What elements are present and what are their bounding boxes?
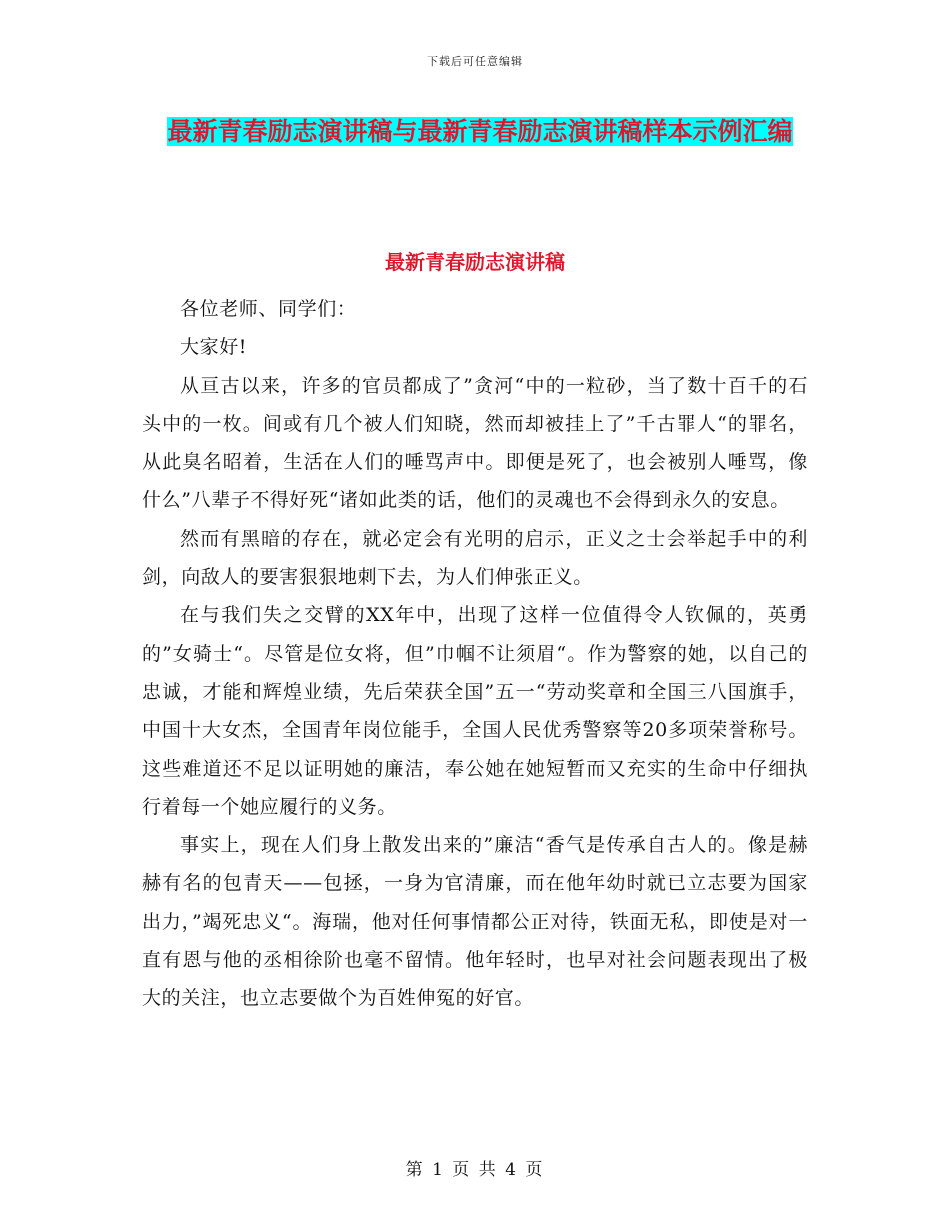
document-title — [140, 110, 820, 154]
paragraph: 在与我们失之交臂的XX年中，出现了这样一位值得令人钦佩的，英勇的”女骑士“。尽管是位女将，但”巾帼不让须眉“。作为警察的她，以自己的忠诚，才能和辉煌业绩，先后荣获全国”五一“劳动奖章和全国三八国旗手，中国十大女杰，全国青年岗位能手，全国人民优秀警察等20多项荣誉称号。这些难道还不足以证明她的廉洁，奉公她在她短暂而又充实的生命中仔细执行着每一个她应履行的义务。 — [142, 604, 808, 818]
section-title: 最新青春励志演讲稿 — [385, 250, 565, 274]
paragraph: 大家好! — [180, 336, 248, 359]
paragraph: 然而有黑暗的存在，就必定会有光明的启示，正义之士会举起手中的利剑，向敌人的要害狠狠地刺下去，为人们伸张正义。 — [142, 527, 808, 589]
paragraph: 事实上，现在人们身上散发出来的”廉洁“香气是传承自古人的。像是赫赫有名的包青天——包拯，一身为官清廉，而在他年幼时就已立志要为国家出力，”竭死忠义“。海瑞，他对任何事情都公正对待，铁面无私，即使是对一直有恩与他的丞相徐阶也毫不留情。他年轻时，也早对社会问题表现出了极大的关注，也立志要做个为百姓伸冤的好官。 — [142, 834, 808, 1010]
header-note: 下载后可任意编辑 — [427, 55, 523, 68]
document-body — [142, 290, 808, 1018]
paragraph: 从亘古以来，许多的官员都成了”贪河“中的一粒砂，当了数十百千的石头中的一枚。间或有几个被人们知晓，然而却被挂上了”千古罪人“的罪名，从此臭名昭着，生活在人们的唾骂声中。即便是死了，也会被别人唾骂，像什么”八辈子不得好死“诸如此类的话，他们的灵魂也不会得到永久的安息。 — [142, 374, 808, 512]
page-number-footer: 第 1 页 共 4 页 — [405, 1160, 545, 1180]
document-title-text: 最新青春励志演讲稿与最新青春励志演讲稿样本示例汇编 — [167, 117, 793, 146]
paragraph: 各位老师、同学们： — [180, 298, 357, 320]
